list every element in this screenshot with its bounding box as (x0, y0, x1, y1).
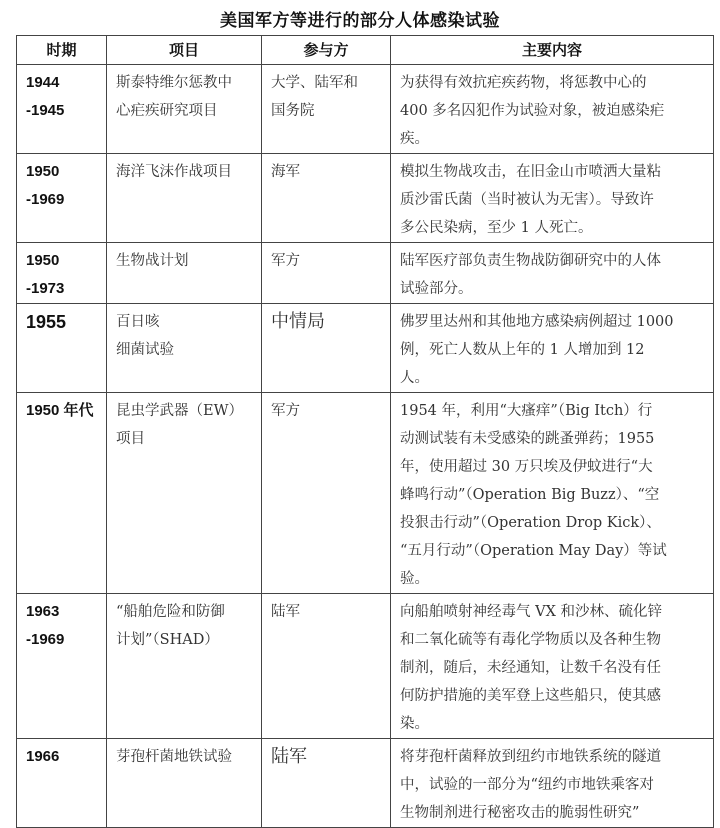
party-cell: 中情局 (262, 304, 391, 393)
project-cell: 昆虫学武器（EW） 项目 (107, 393, 262, 594)
content-cell: 向船舶喷射神经毒气 VX 和沙林、硫化锌 和二氧化硫等有毒化学物质以及各种生物 制剂，随后，未经通知，让数千名没有任 何防护措施的美军登上这些船只，使其感 染。 (391, 594, 714, 739)
party-cell: 军方 (262, 393, 391, 594)
period-cell: 1955 (17, 304, 107, 393)
table-row (17, 154, 714, 243)
header-period: 时期 (17, 36, 107, 65)
content-cell: 佛罗里达州和其他地方感染病例超过 1000 例，死亡人数从上年的 1 人增加到 12 人。 (391, 304, 714, 393)
table-header-row (17, 36, 714, 65)
project-cell: “船舶危险和防御 计划”（SHAD） (107, 594, 262, 739)
period-cell: 1966 (17, 739, 107, 828)
period-cell: 1950 -1969 (17, 154, 107, 243)
period-cell: 1950 年代 (17, 393, 107, 594)
table-row (17, 594, 714, 739)
project-cell: 海洋飞沫作战项目 (107, 154, 262, 243)
party-cell: 陆军 (262, 739, 391, 828)
table-row (17, 393, 714, 594)
document-title: 美国军方等进行的部分人体感染试验 (220, 11, 500, 31)
content-cell: 1954 年，利用“大瘙痒”（Big Itch）行 动测试装有未受感染的跳蚤弹药；1955 年，使用超过 30 万只埃及伊蚊进行“大 蜂鸣行动”（Operation Big Buzz）、“空 投狠击行动”（Operation Drop Kick）、 “五月行动”（Operation May Day）等试 验。 (391, 393, 714, 594)
table-row (17, 304, 714, 393)
table-row (17, 243, 714, 304)
party-cell: 军方 (262, 243, 391, 304)
header-party: 参与方 (262, 36, 391, 65)
period-cell: 1950 -1973 (17, 243, 107, 304)
experiments-table (16, 35, 714, 828)
table-row (17, 739, 714, 828)
project-cell: 斯泰特维尔惩教中 心疟疾研究项目 (107, 65, 262, 154)
content-cell: 为获得有效抗疟疾药物，将惩教中心的 400 多名囚犯作为试验对象，被迫感染疟 疾。 (391, 65, 714, 154)
period-cell: 1944 -1945 (17, 65, 107, 154)
party-cell: 海军 (262, 154, 391, 243)
content-cell: 将芽孢杆菌释放到纽约市地铁系统的隧道 中，试验的一部分为“纽约市地铁乘客对 生物制剂进行秘密攻击的脆弱性研究” (391, 739, 714, 828)
table-row (17, 65, 714, 154)
project-cell: 芽孢杆菌地铁试验 (107, 739, 262, 828)
party-cell: 陆军 (262, 594, 391, 739)
header-project: 项目 (107, 36, 262, 65)
period-cell: 1963 -1969 (17, 594, 107, 739)
header-content: 主要内容 (391, 36, 714, 65)
party-cell: 大学、陆军和 国务院 (262, 65, 391, 154)
project-cell: 生物战计划 (107, 243, 262, 304)
content-cell: 陆军医疗部负责生物战防御研究中的人体 试验部分。 (391, 243, 714, 304)
project-cell: 百日咳 细菌试验 (107, 304, 262, 393)
content-cell: 模拟生物战攻击，在旧金山市喷洒大量粘 质沙雷氏菌（当时被认为无害）。导致许 多公民染病，至少 1 人死亡。 (391, 154, 714, 243)
